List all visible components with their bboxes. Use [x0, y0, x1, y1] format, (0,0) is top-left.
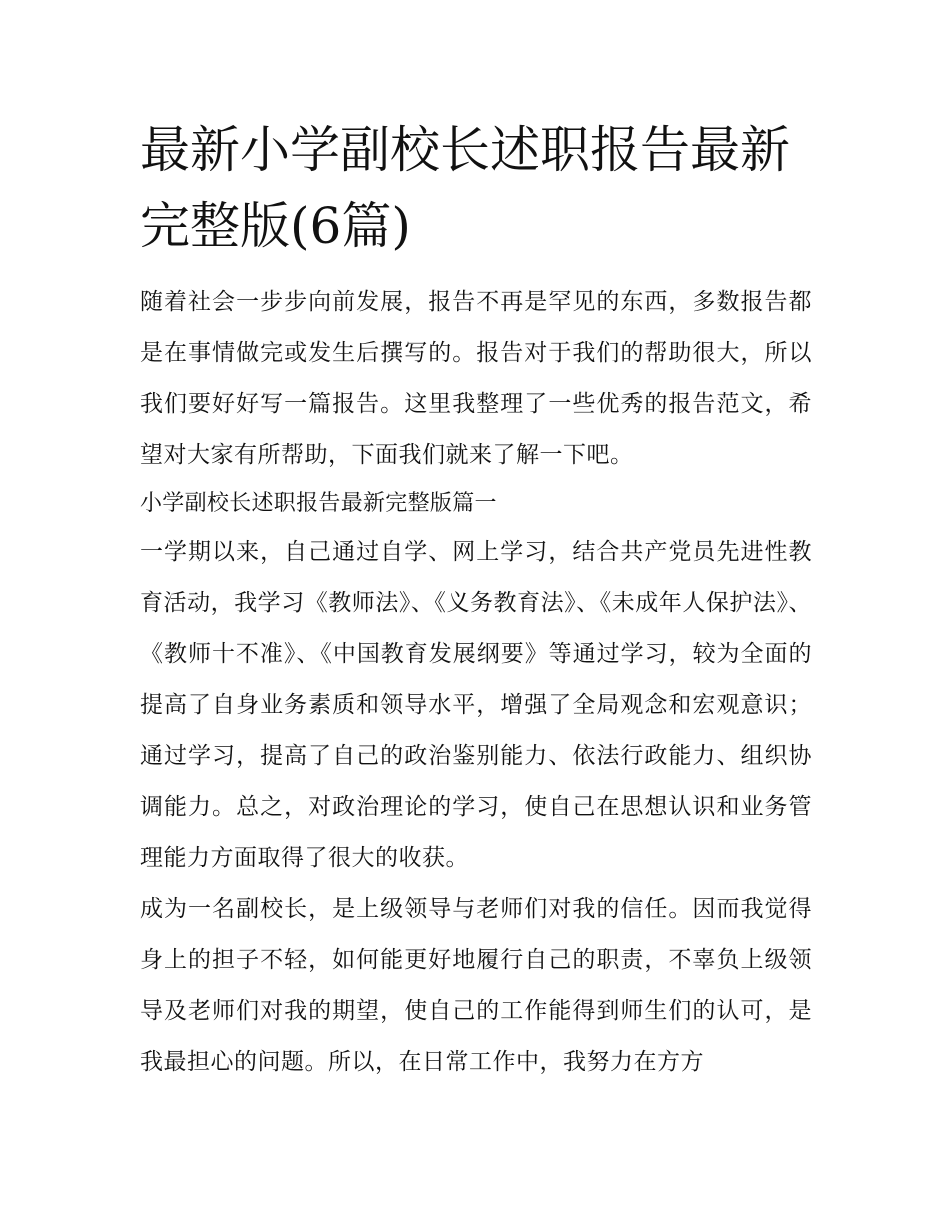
document-body: [140, 277, 812, 1088]
intro-paragraph: 随着社会一步步向前发展，报告不再是罕见的东西，多数报告都是在事情做完或发生后撰写的。报告对于我们的帮助很大，所以我们要好好写一篇报告。这里我整理了一些优秀的报告范文，希望对大家有所帮助，下面我们就来了解一下吧。: [140, 289, 812, 468]
body-paragraph: 成为一名副校长，是上级领导与老师们对我的信任。因而我觉得身上的担子不轻，如何能更好地履行自己的职责，不辜负上级领导及老师们对我的期望，使自己的工作能得到师生们的认可，是我最担心的问题。所以，在日常工作中，我努力在方方: [140, 896, 812, 1075]
section-heading: 小学副校长述职报告最新完整版篇一: [140, 491, 497, 516]
body-paragraph: 一学期以来，自己通过自学、网上学习，结合共产党员先进性教育活动，我学习《教师法》、《义务教育法》、《未成年人保护法》、《教师十不准》、《中国教育发展纲要》等通过学习，较为全面的提高了自身业务素质和领导水平，增强了全局观念和宏观意识；通过学习，提高了自己的政治鉴别能力、依法行政能力、组织协调能力。总之，对政治理论的学习，使自己在思想认识和业务管理能力方面取得了很大的收获。: [140, 539, 812, 871]
document-title: 最新小学副校长述职报告最新完整版(6篇): [140, 121, 790, 255]
